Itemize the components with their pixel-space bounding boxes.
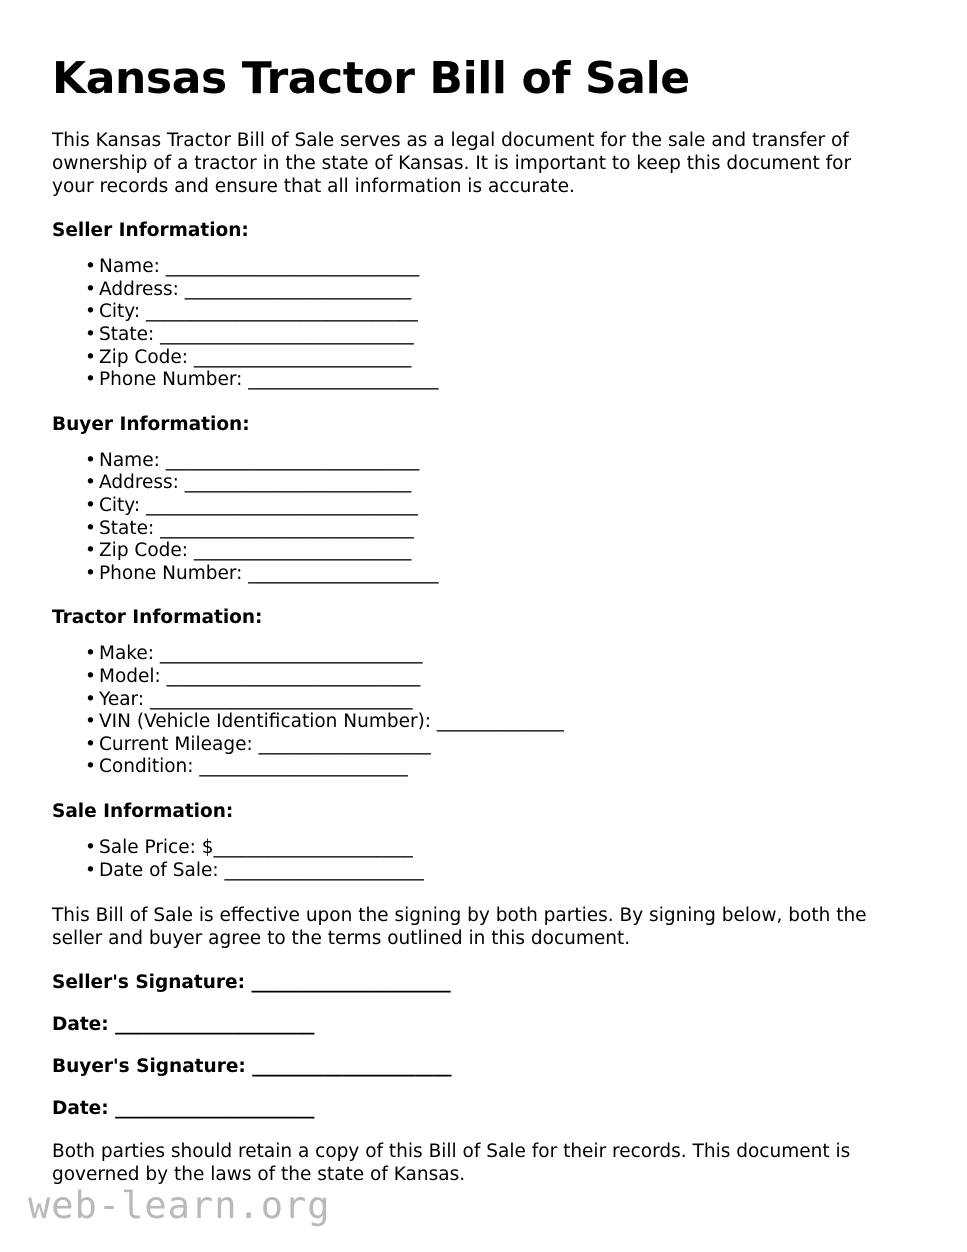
field-blank-line[interactable]: _____________________________ <box>159 643 423 665</box>
list-item <box>52 256 875 279</box>
page-title: Kansas Tractor Bill of Sale <box>52 53 690 104</box>
field-label: Name: <box>99 449 166 471</box>
field-blank-line[interactable]: ______________________ <box>213 836 413 858</box>
tractor-information-heading: Tractor Information: <box>52 607 263 629</box>
list-item <box>52 450 875 473</box>
field-blank-line[interactable]: _______________________ <box>199 756 408 778</box>
tractor-information-list <box>52 643 875 779</box>
site-watermark: web-learn.org <box>28 1184 331 1227</box>
field-label: Phone Number: <box>99 369 249 391</box>
sale-information-list <box>52 837 875 882</box>
field-label: City: <box>99 301 147 323</box>
list-item <box>52 324 875 347</box>
list-item <box>52 563 875 586</box>
field-label: Model: <box>99 665 167 687</box>
list-item <box>52 666 875 689</box>
effective-paragraph: This Bill of Sale is effective upon the signing by both parties. By signing below, both the seller and buyer agree to the terms outlined in this document. <box>52 905 867 950</box>
seller-date-label: Date: <box>52 1014 116 1036</box>
list-item <box>52 495 875 518</box>
list-item <box>52 689 875 712</box>
field-label: State: <box>99 517 161 539</box>
field-label: State: <box>99 324 161 346</box>
list-item <box>52 756 875 779</box>
field-label: Year: <box>99 688 150 710</box>
seller-date-blank[interactable]: ______________________ <box>115 1014 315 1036</box>
buyer-date-label: Date: <box>52 1098 116 1120</box>
field-blank-line[interactable]: ____________________________ <box>160 517 414 539</box>
field-blank-line[interactable]: ____________________________ <box>165 256 420 278</box>
list-item <box>52 518 875 541</box>
field-blank-line[interactable]: ____________________________ <box>160 324 414 346</box>
field-blank-line[interactable]: ______________________________ <box>146 301 418 323</box>
field-blank-line[interactable]: ______________ <box>436 711 564 733</box>
field-label: Date of Sale: <box>99 859 225 881</box>
seller-signature-label: Seller's Signature: <box>52 972 252 994</box>
field-label: Condition: <box>99 756 200 778</box>
buyer-signature-line <box>52 1056 875 1078</box>
field-blank-line[interactable]: _________________________ <box>184 472 412 494</box>
list-item <box>52 279 875 302</box>
field-blank-line[interactable]: _____________________ <box>248 562 439 584</box>
buyer-signature-label: Buyer's Signature: <box>52 1056 253 1078</box>
list-item <box>52 860 875 883</box>
field-blank-line[interactable]: ____________________________ <box>166 665 421 687</box>
field-label: Name: <box>99 256 166 278</box>
field-blank-line[interactable]: _________________________ <box>184 278 412 300</box>
seller-date-line <box>52 1014 875 1036</box>
field-label: Address: <box>99 278 185 300</box>
field-label: Address: <box>99 472 185 494</box>
list-item <box>52 837 875 860</box>
field-blank-line[interactable]: ____________________________ <box>165 449 420 471</box>
list-item <box>52 734 875 757</box>
field-blank-line[interactable]: _____________________________ <box>149 688 413 710</box>
field-blank-line[interactable]: ______________________________ <box>146 495 418 517</box>
field-label: Zip Code: <box>99 540 194 562</box>
field-blank-line[interactable]: _____________________ <box>248 369 439 391</box>
buyer-information-list <box>52 450 875 586</box>
intro-paragraph: This Kansas Tractor Bill of Sale serves as a legal document for the sale and transfer of ownership of a tractor in the state of Kansas. It is important to keep this document for your records and ensure that all information is accurate. <box>52 130 852 198</box>
field-label: Sale Price: $ <box>99 836 214 858</box>
sale-information-heading: Sale Information: <box>52 800 234 822</box>
field-blank-line[interactable]: ________________________ <box>193 346 412 368</box>
field-label: City: <box>99 495 147 517</box>
seller-signature-blank[interactable]: ______________________ <box>251 972 451 994</box>
closing-paragraph: Both parties should retain a copy of this Bill of Sale for their records. This document is governed by the laws of the state of Kansas. <box>52 1141 851 1186</box>
buyer-information-heading: Buyer Information: <box>52 413 250 435</box>
list-item <box>52 540 875 563</box>
field-blank-line[interactable]: ______________________ <box>224 859 424 881</box>
field-blank-line[interactable]: ________________________ <box>193 540 412 562</box>
seller-signature-line <box>52 972 875 994</box>
list-item <box>52 369 875 392</box>
list-item <box>52 347 875 370</box>
list-item <box>52 301 875 324</box>
list-item <box>52 643 875 666</box>
field-label: Make: <box>99 643 160 665</box>
buyer-signature-blank[interactable]: ______________________ <box>252 1056 452 1078</box>
field-label: Current Mileage: <box>99 733 259 755</box>
field-label: Phone Number: <box>99 562 249 584</box>
list-item <box>52 472 875 495</box>
field-label: VIN (Vehicle Identification Number): <box>99 711 437 733</box>
seller-information-heading: Seller Information: <box>52 220 249 242</box>
field-label: Zip Code: <box>99 346 194 368</box>
list-item <box>52 711 875 734</box>
seller-information-list <box>52 256 875 392</box>
field-blank-line[interactable]: ___________________ <box>258 733 431 755</box>
buyer-date-line <box>52 1098 875 1120</box>
buyer-date-blank[interactable]: ______________________ <box>115 1098 315 1120</box>
